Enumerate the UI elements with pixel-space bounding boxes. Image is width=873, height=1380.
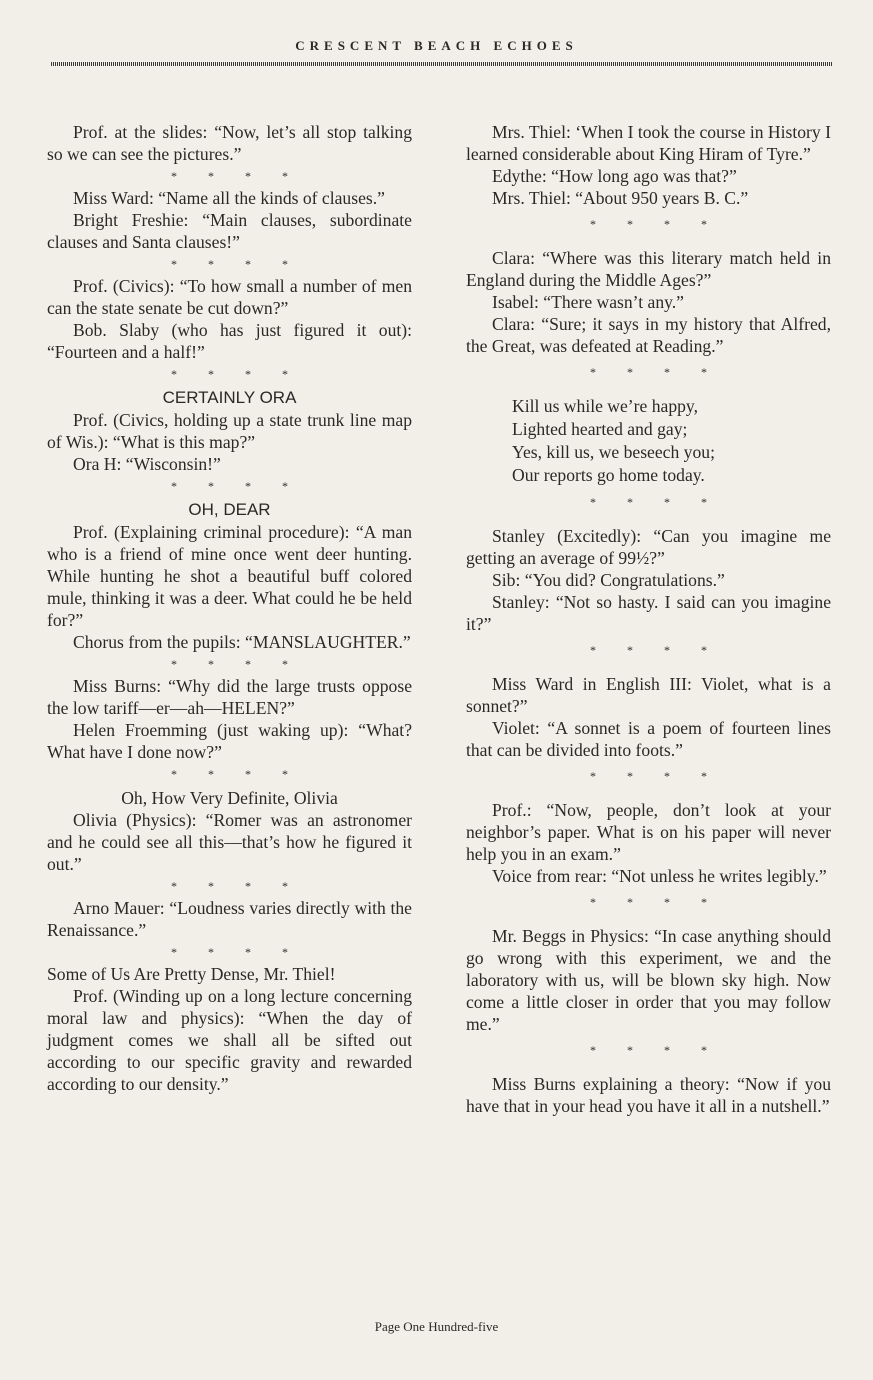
- joke-paragraph: Prof. (Civics, holding up a state trunk line map of Wis.): “What is this map?”: [47, 410, 412, 452]
- star-divider: * * * *: [171, 945, 302, 959]
- joke-paragraph: Stanley: “Not so hasty. I said can you imagine it?”: [466, 592, 831, 634]
- section-heading: CERTAINLY ORA: [162, 388, 297, 407]
- star-divider: * * * *: [590, 643, 721, 657]
- joke-paragraph: Edythe: “How long ago was that?”: [492, 166, 737, 186]
- joke-paragraph: Clara: “Sure; it says in my history that Alfred, the Great, was defeated at Reading.”: [466, 314, 831, 356]
- joke-paragraph: Mrs. Thiel: ‘When I took the course in History I learned considerable about King Hiram of Tyre.”: [466, 122, 831, 164]
- star-divider: * * * *: [590, 495, 721, 509]
- star-divider: * * * *: [171, 879, 302, 893]
- joke-paragraph: Sib: “You did? Congratulations.”: [492, 570, 725, 590]
- joke-paragraph: Olivia (Physics): “Romer was an astronomer and he could see all this—that’s how he figured it out.”: [47, 810, 412, 874]
- section-heading: Some of Us Are Pretty Dense, Mr. Thiel!: [47, 964, 336, 984]
- joke-paragraph: Chorus from the pupils: “MANSLAUGHTER.”: [73, 632, 411, 652]
- joke-paragraph: Ora H: “Wisconsin!”: [73, 454, 221, 474]
- section-heading: Oh, How Very Definite, Olivia: [121, 788, 338, 808]
- verse-line: Kill us while we’re happy,: [512, 396, 698, 416]
- left-column: [47, 121, 412, 1095]
- joke-paragraph: Prof. (Explaining criminal procedure): “A man who is a friend of mine once went deer hunting. While hunting he shot a beautiful buff colored mule, thinking it was a deer. What could he be held for?”: [47, 522, 412, 630]
- joke-paragraph: Prof. (Winding up on a long lecture concerning moral law and physics): “When the day of judgment comes we shall all be sifted out according to our specific gravity and rewarded according to our density.”: [47, 986, 412, 1094]
- verse-line: Our reports go home today.: [512, 465, 705, 485]
- joke-paragraph: Stanley (Excitedly): “Can you imagine me getting an average of 99½?”: [466, 526, 831, 568]
- page-number: Page One Hundred-five: [374, 1319, 499, 1334]
- verse-line: Yes, kill us, we beseech you;: [512, 442, 715, 462]
- star-divider: * * * *: [171, 657, 302, 671]
- joke-paragraph: Violet: “A sonnet is a poem of fourteen lines that can be divided into foots.”: [466, 718, 831, 760]
- joke-paragraph: Miss Burns explaining a theory: “Now if you have that in your head you have it all in a nutshell.”: [466, 1074, 831, 1116]
- star-divider: * * * *: [171, 367, 302, 381]
- joke-paragraph: Mrs. Thiel: “About 950 years B. C.”: [492, 188, 749, 208]
- joke-paragraph: Miss Burns: “Why did the large trusts oppose the low tariff—er—ah—HELEN?”: [47, 676, 412, 718]
- joke-paragraph: Voice from rear: “Not unless he writes legibly.”: [492, 866, 827, 886]
- star-divider: * * * *: [171, 767, 302, 781]
- joke-paragraph: Prof. (Civics): “To how small a number of men can the state senate be cut down?”: [47, 276, 412, 318]
- joke-paragraph: Isabel: “There wasn’t any.”: [492, 292, 684, 312]
- joke-paragraph: Miss Ward in English III: Violet, what is a sonnet?”: [466, 674, 831, 716]
- star-divider: * * * *: [171, 169, 302, 183]
- star-divider: * * * *: [590, 365, 721, 379]
- joke-paragraph: Mr. Beggs in Physics: “In case anything should go wrong with this experiment, we and the laboratory with us, will be blown sky high. Now come a little closer in order that you may follow me.”: [466, 926, 831, 1034]
- joke-paragraph: Clara: “Where was this literary match held in England during the Middle Ages?”: [466, 248, 831, 290]
- poem-verse: [512, 395, 831, 487]
- joke-paragraph: Bob. Slaby (who has just figured it out): “Fourteen and a half!”: [47, 320, 412, 362]
- verse-line: Lighted hearted and gay;: [512, 419, 688, 439]
- star-divider: * * * *: [590, 217, 721, 231]
- section-heading: OH, DEAR: [188, 500, 271, 519]
- star-divider: * * * *: [171, 257, 302, 271]
- joke-paragraph: Prof. at the slides: “Now, let’s all stop talking so we can see the pictures.”: [47, 122, 412, 164]
- star-divider: * * * *: [171, 479, 302, 493]
- joke-paragraph: Bright Freshie: “Main clauses, subordinate clauses and Santa clauses!”: [47, 210, 412, 252]
- star-divider: * * * *: [590, 1043, 721, 1057]
- joke-paragraph: Arno Mauer: “Loudness varies directly with the Renaissance.”: [47, 898, 412, 940]
- star-divider: * * * *: [590, 895, 721, 909]
- header-rule: [51, 62, 833, 66]
- joke-paragraph: Prof.: “Now, people, don’t look at your neighbor’s paper. What is on his paper will never help you in an exam.”: [466, 800, 831, 864]
- right-column: [466, 121, 831, 1117]
- joke-paragraph: Helen Froemming (just waking up): “What? What have I done now?”: [47, 720, 412, 762]
- joke-paragraph: Miss Ward: “Name all the kinds of clauses.”: [73, 188, 385, 208]
- page-header-title: CRESCENT BEACH ECHOES: [295, 38, 578, 53]
- star-divider: * * * *: [590, 769, 721, 783]
